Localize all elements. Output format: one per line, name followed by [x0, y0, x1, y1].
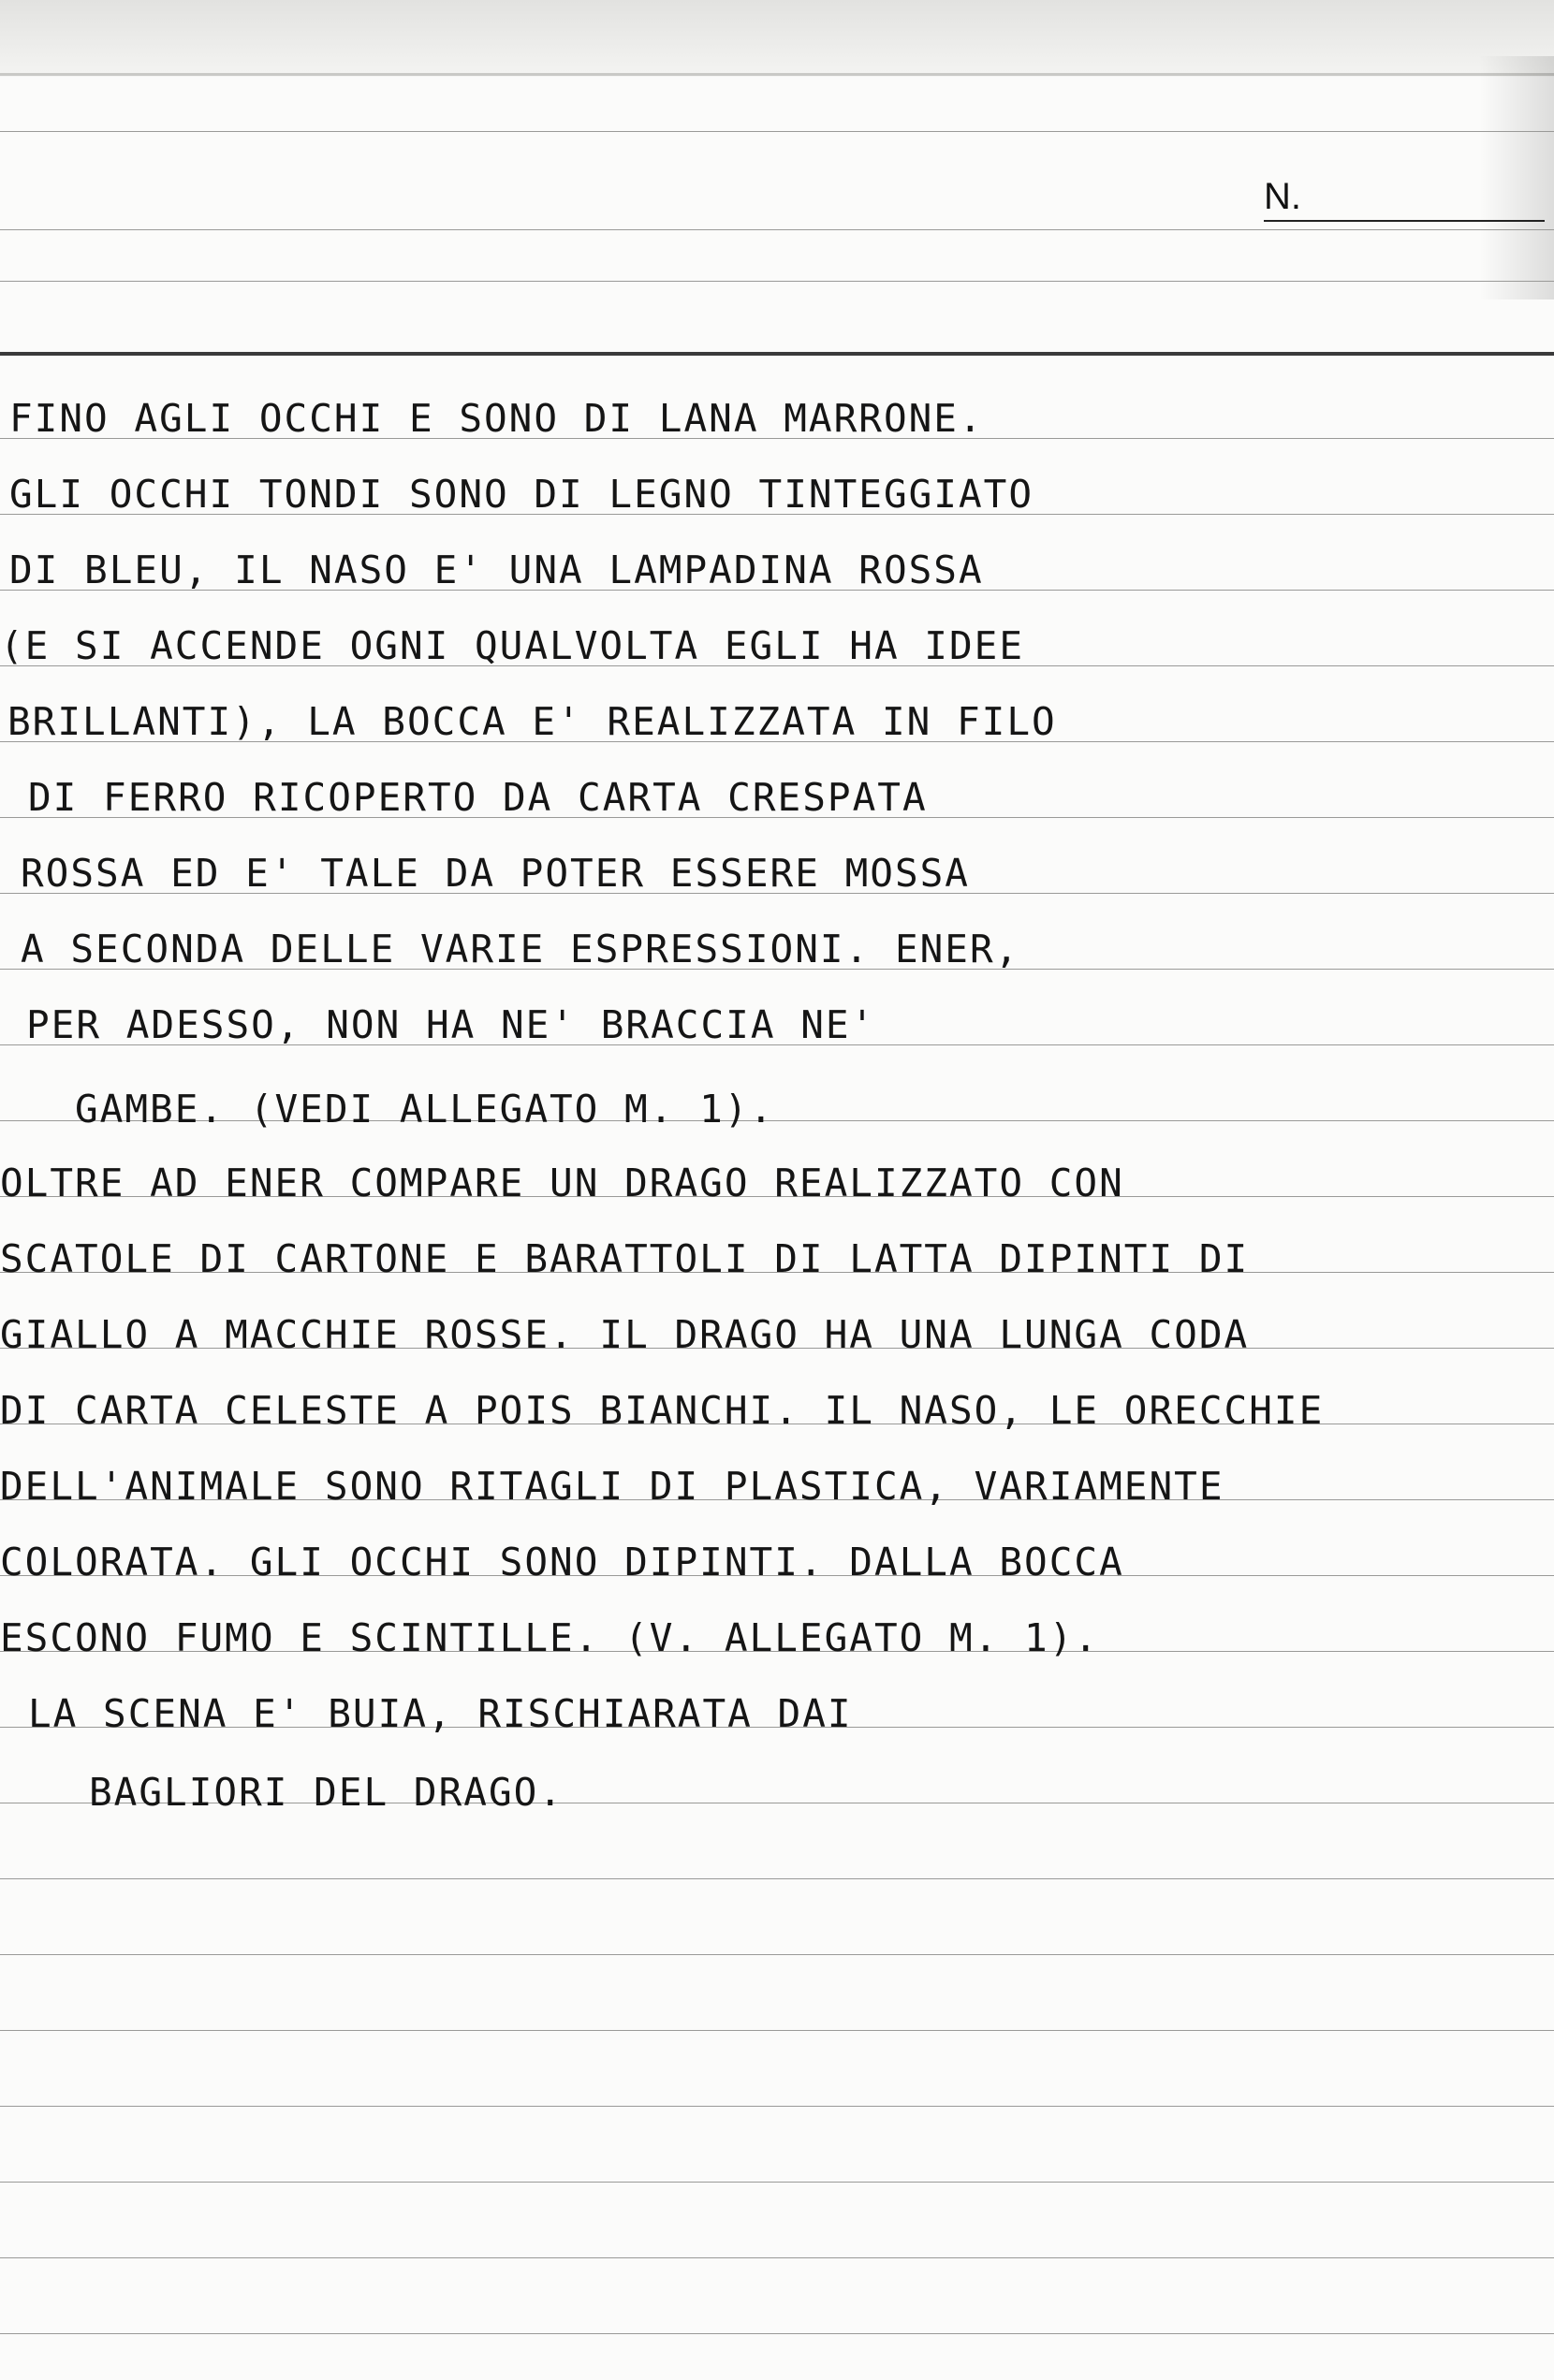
ruled-line	[0, 2333, 1554, 2334]
ruled-line	[0, 131, 1554, 132]
manuscript-line: COLORATA. GLI OCCHI SONO DIPINTI. DALLA BOCCA	[0, 1540, 1124, 1584]
manuscript-line: BAGLIORI DEL DRAGO.	[89, 1770, 564, 1815]
ruled-line	[0, 2257, 1554, 2258]
manuscript-line: GLI OCCHI TONDI SONO DI LEGNO TINTEGGIATO	[9, 472, 1034, 517]
manuscript-line: DELL'ANIMALE SONO RITAGLI DI PLASTICA, VARIAMENTE	[0, 1464, 1224, 1509]
ruled-line	[0, 2030, 1554, 2031]
page-number-field	[1264, 173, 1545, 222]
ruled-line	[0, 229, 1554, 230]
ruled-line	[0, 2182, 1554, 2183]
ruled-line	[0, 281, 1554, 282]
manuscript-line: DI FERRO RICOPERTO DA CARTA CRESPATA	[28, 775, 928, 820]
manuscript-line: DI BLEU, IL NASO E' UNA LAMPADINA ROSSA	[9, 548, 984, 592]
page-number-label: N.	[1264, 176, 1301, 217]
manuscript-line: ESCONO FUMO E SCINTILLE. (V. ALLEGATO M. 1).	[0, 1615, 1100, 1660]
manuscript-line: (E SI ACCENDE OGNI QUALVOLTA EGLI HA IDEE	[0, 623, 1025, 668]
manuscript-line: ROSSA ED E' TALE DA POTER ESSERE MOSSA	[21, 851, 970, 896]
manuscript-line: SCATOLE DI CARTONE E BARATTOLI DI LATTA DIPINTI DI	[0, 1236, 1250, 1281]
ruled-line	[0, 2106, 1554, 2107]
manuscript-line: FINO AGLI OCCHI E SONO DI LANA MARRONE.	[9, 396, 984, 441]
manuscript-line: GAMBE. (VEDI ALLEGATO M. 1).	[75, 1087, 775, 1132]
manuscript-line: GIALLO A MACCHIE ROSSE. IL DRAGO HA UNA LUNGA CODA	[0, 1312, 1250, 1357]
manuscript-line: BRILLANTI), LA BOCCA E' REALIZZATA IN FILO	[7, 699, 1057, 744]
ruled-line	[0, 1954, 1554, 1955]
manuscript-line: OLTRE AD ENER COMPARE UN DRAGO REALIZZATO CON	[0, 1161, 1124, 1205]
scan-top-strip	[0, 0, 1554, 77]
ruled-line	[0, 1878, 1554, 1879]
manuscript-line: LA SCENA E' BUIA, RISCHIARATA DAI	[28, 1691, 853, 1736]
manuscript-line: A SECONDA DELLE VARIE ESPRESSIONI. ENER,	[21, 927, 1020, 971]
paper-top-edge	[0, 73, 1554, 76]
manuscript-line: DI CARTA CELESTE A POIS BIANCHI. IL NASO, LE ORECCHIE	[0, 1388, 1325, 1433]
manuscript-line: PER ADESSO, NON HA NE' BRACCIA NE'	[26, 1002, 876, 1047]
header-rule	[0, 352, 1554, 356]
